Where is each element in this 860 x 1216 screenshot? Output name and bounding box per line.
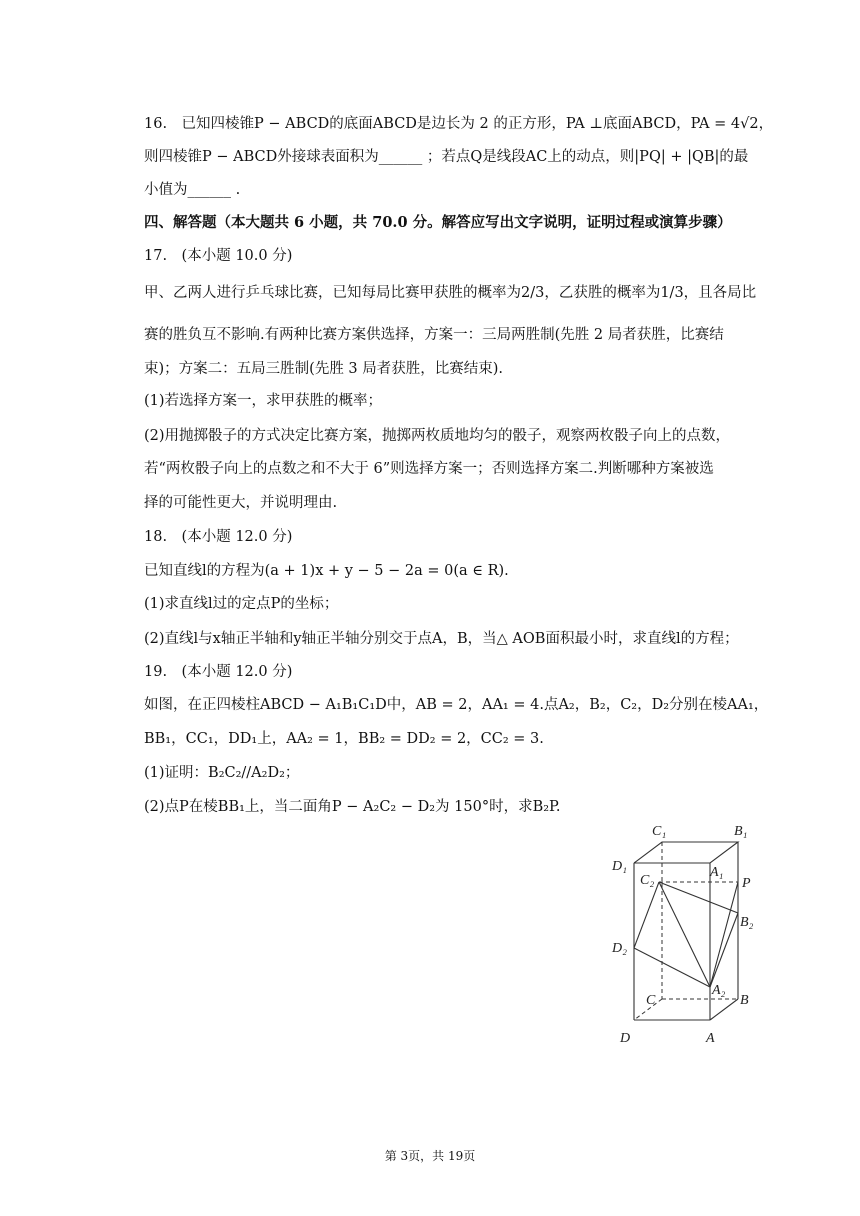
q19-line-1: 如图，在正四棱柱ABCD − A₁B₁C₁D中，AB = 2，AA₁ = 4.点A₂，B₂，C₂，D₂分别在棱AA₁， [144,697,769,713]
label-c: C [646,993,656,1008]
q17-part-2-line-1: (2)用抛掷骰子的方式决定比赛方案，抛掷两枚质地均匀的骰子，观察两枚骰子向上的点数， [144,428,731,444]
q19-part-2: (2)点P在棱BB₁上，当二面角P − A₂C₂ − D₂为 150°时，求B₂P. [144,799,561,815]
section-heading: 四、解答题（本大题共 6 小题，共 70.0 分。解答应写出文字说明，证明过程或演算步骤） [144,214,732,231]
edge-a2-p [710,882,738,987]
edge-a2-b2 [710,913,738,987]
q19-part-1: (1)证明：B₂C₂//A₂D₂； [144,765,300,781]
q18-line-1: 已知直线l的方程为(a + 1)x + y − 5 − 2a = 0(a ∈ R). [144,563,509,579]
edge-top [634,842,738,863]
q17-part-2-line-3: 择的可能性更大，并说明理由. [144,495,338,511]
edge-c2-b2 [659,882,738,913]
label-d2: D₂ [612,941,627,956]
label-b1: B₁ [734,824,748,839]
q17-line-2: 赛的胜负互不影响.有两种比赛方案供选择，方案一：三局两胜制(先胜 2 局者获胜，比赛结 [144,327,724,343]
q17-line-1: 甲、乙两人进行乒乓球比赛，已知每局比赛甲获胜的概率为2/3，乙获胜的概率为1/3，且各局比 [144,285,757,301]
q17-header: 17. (本小题 10.0 分) [144,248,293,264]
q18-header: 18. (本小题 12.0 分) [144,529,293,545]
label-c1: C₁ [652,824,667,839]
label-a1: A₁ [710,865,724,880]
q18-part-1: (1)求直线l过的定点P的坐标； [144,596,339,612]
label-b2: B₂ [740,915,754,930]
label-c2: C₂ [640,873,655,888]
label-a2: A₂ [712,983,726,998]
q16-line-1: 16. 已知四棱锥P − ABCD的底面ABCD是边长为 2 的正方形，PA ⊥底面ABCD，PA = 4√2， [144,116,774,132]
label-d1: D₁ [612,859,627,874]
edge-d2-a2 [634,948,710,987]
label-b: B [740,993,749,1008]
q16-line-3: 小值为______ . [144,182,241,198]
label-p: P [742,876,751,891]
q17-part-1: (1)若选择方案一，求甲获胜的概率； [144,393,383,409]
q16-line-2: 则四棱锥P − ABCD外接球表面积为______ ；若点Q是线段AC上的动点，则|PQ| + |QB|的最 [144,149,749,165]
prism-figure [606,818,776,1050]
edge-c2-a2 [659,882,710,987]
edge-a-b [710,999,738,1020]
q19-line-2: BB₁，CC₁，DD₁上，AA₂ = 1，BB₂ = DD₂ = 2，CC₂ = 3. [144,731,544,747]
page-footer: 第 3页，共 19页 [384,1149,476,1163]
q19-header: 19. (本小题 12.0 分) [144,664,293,680]
label-a: A [706,1031,715,1046]
edge-c2-d2 [634,882,659,948]
q18-part-2: (2)直线l与x轴正半轴和y轴正半轴分别交于点A，B，当△ AOB面积最小时，求直线l的方程； [144,631,739,647]
label-d: D [620,1031,631,1046]
q17-line-3: 束)；方案二：五局三胜制(先胜 3 局者获胜，比赛结束). [144,361,504,377]
q17-part-2-line-2: 若“两枚骰子向上的点数之和不大于 6”则选择方案一；否则选择方案二.判断哪种方案被选 [144,461,714,477]
